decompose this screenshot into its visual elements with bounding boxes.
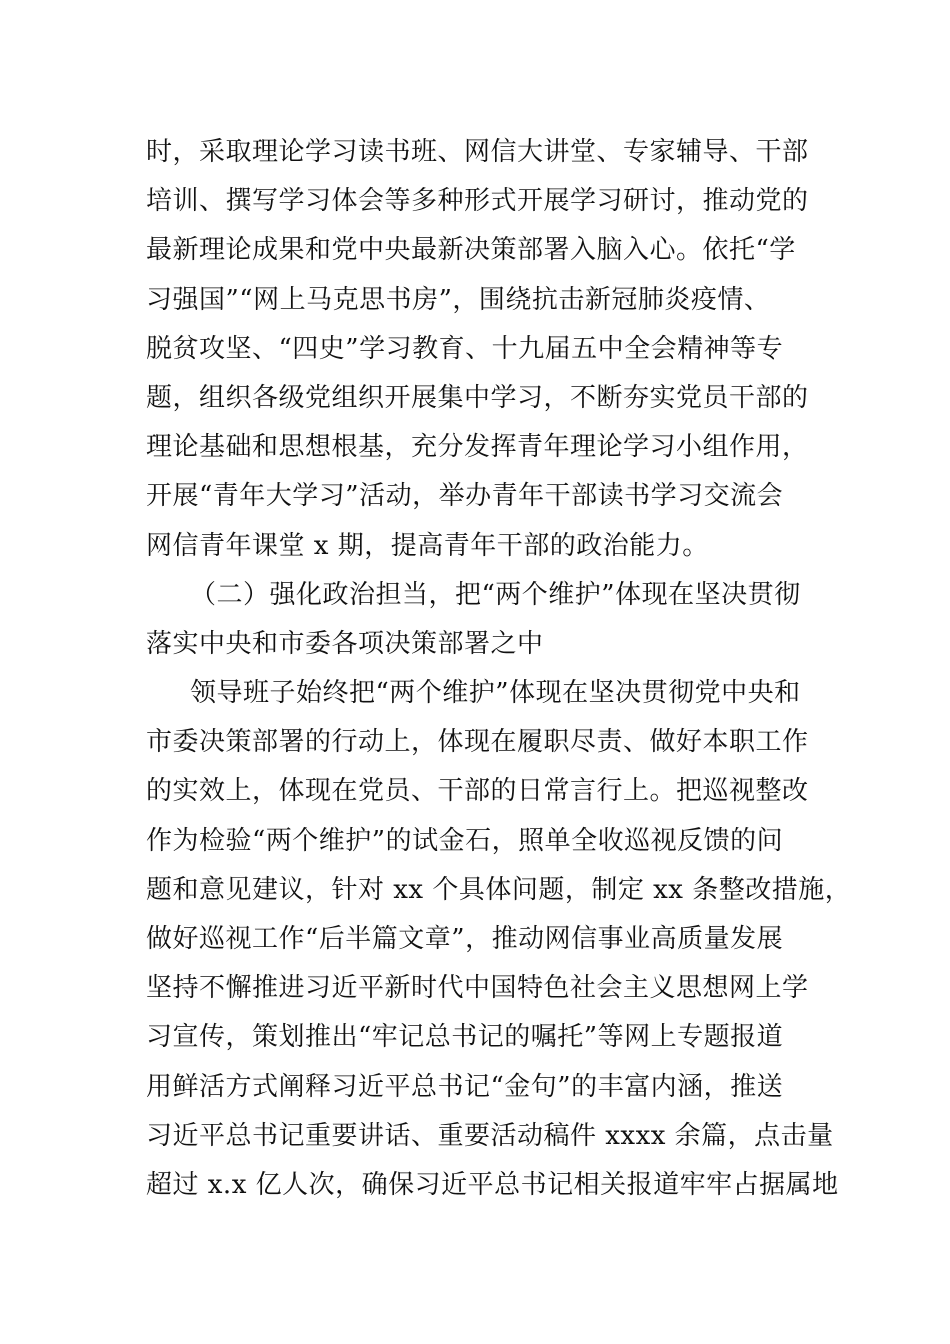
paragraph-line: 习强国”“网上马克思书房”，围绕抗击新冠肺炎疫情、 — [146, 284, 771, 315]
paragraph-line: 题，组织各级党组织开展集中学习，不断夯实党员干部的 — [146, 382, 809, 413]
paragraph-line: 的实效上，体现在党员、干部的日常言行上。把巡视整改 — [146, 776, 809, 807]
section-heading-line: （二）强化政治担当，把“两个维护”体现在坚决贯彻 — [190, 579, 801, 610]
paragraph-line: 习近平总书记重要讲话、重要活动稿件 xxxx 余篇，点击量 — [146, 1120, 834, 1151]
paragraph-line: 习宣传，策划推出“牢记总书记的嘱托”等网上专题报道 — [146, 1022, 784, 1053]
paragraph-line: 题和意见建议，针对 xx 个具体问题，制定 xx 条整改措施， — [146, 874, 852, 905]
paragraph-line: 做好巡视工作“后半篇文章”，推动网信事业高质量发展 — [146, 924, 784, 954]
paragraph-line: 培训、撰写学习体会等多种形式开展学习研讨，推动党的 — [146, 186, 809, 217]
section-heading-line: 落实中央和市委各项决策部署之中 — [146, 628, 544, 659]
paragraph-line: 作为检验“两个维护”的试金石，照单全收巡视反馈的问 — [146, 825, 784, 856]
paragraph-line: 脱贫攻坚、“四史”学习教育、十九届五中全会精神等专 — [146, 333, 784, 364]
paragraph-line: 理论基础和思想根基，充分发挥青年理论学习小组作用， — [146, 432, 809, 463]
paragraph-line: 网信青年课堂 x 期，提高青年干部的政治能力。 — [146, 530, 709, 561]
paragraph-line: 市委决策部署的行动上，体现在履职尽责、做好本职工作 — [146, 727, 809, 758]
document-body — [146, 128, 852, 1210]
paragraph-line: 用鲜活方式阐释习近平总书记“金句”的丰富内涵，推送 — [146, 1071, 784, 1102]
paragraph-line: 最新理论成果和党中央最新决策部署入脑入心。依托“学 — [146, 235, 796, 266]
paragraph-line: 开展“青年大学习”活动，举办青年干部读书学习交流会 — [146, 481, 784, 512]
paragraph-line: 时，采取理论学习读书班、网信大讲堂、专家辅导、干部 — [146, 137, 809, 167]
paragraph-line: 领导班子始终把“两个维护”体现在坚决贯彻党中央和 — [190, 678, 801, 709]
paragraph-line: 超过 x.x 亿人次，确保习近平总书记相关报道牢牢占据属地 — [146, 1169, 839, 1200]
paragraph-line: 坚持不懈推进习近平新时代中国特色社会主义思想网上学 — [146, 973, 809, 1004]
